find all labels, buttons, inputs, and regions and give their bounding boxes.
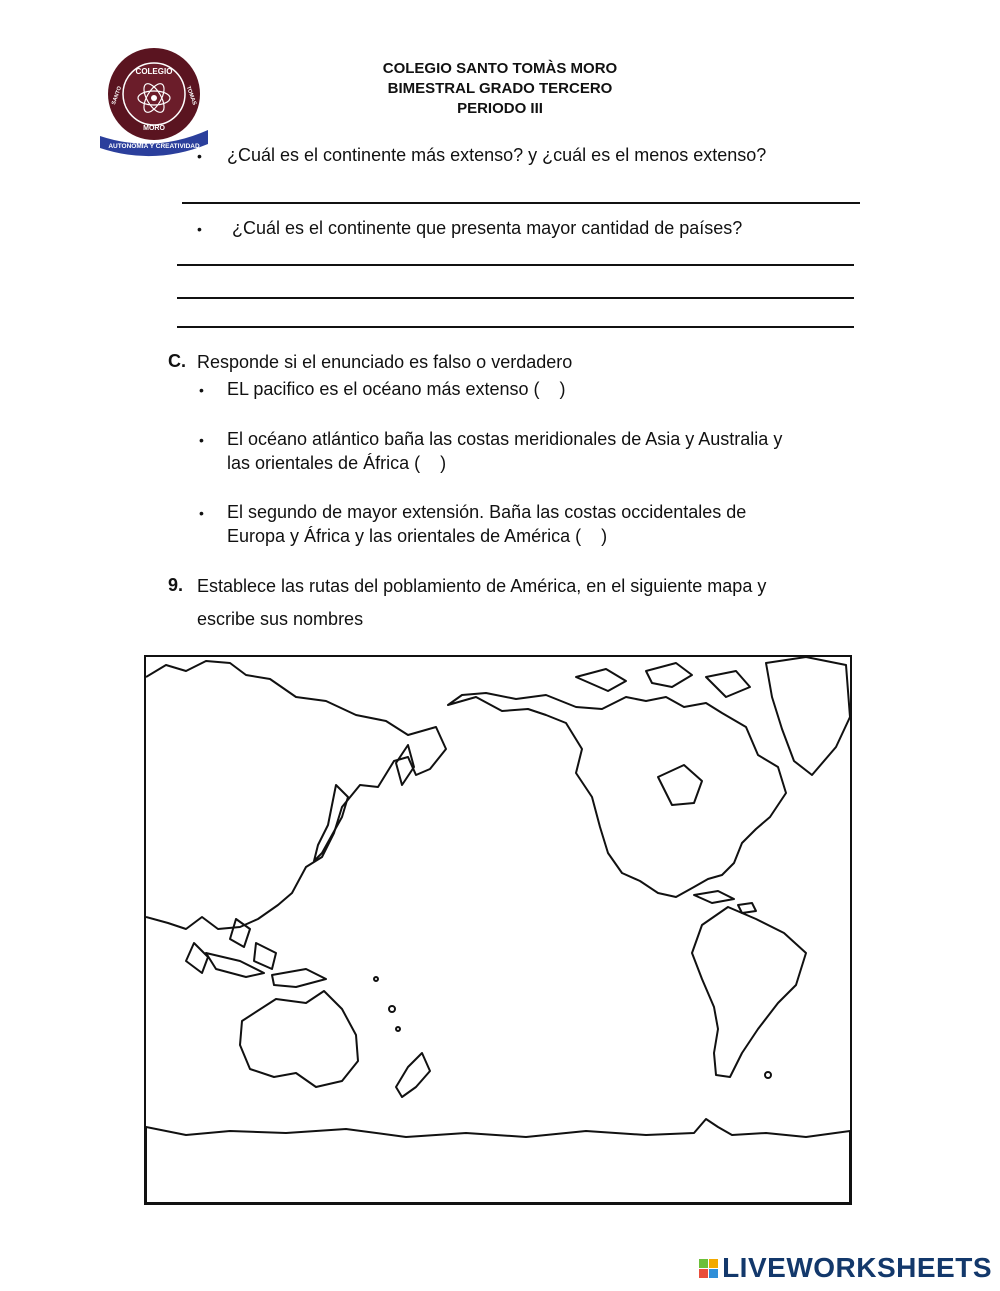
statement-atlantic-line1: El océano atlántico baña las costas meridionales de Asia y Australia y: [227, 429, 783, 449]
answer-line[interactable]: [177, 297, 854, 299]
statement-pacific: EL pacifico es el océano más extenso ( ): [227, 379, 566, 399]
statement-atlantic-line2: las orientales de África ( ): [227, 453, 447, 473]
bullet: •: [199, 382, 204, 398]
watermark-text: LIVEWORKSHEETS: [722, 1252, 992, 1283]
liveworksheets-watermark: [699, 1252, 992, 1284]
statement-second-ocean-line2: Europa y África y las orientales de América ( ): [227, 526, 608, 546]
logo-top-text: COLEGIO: [135, 67, 173, 76]
bullet: •: [199, 505, 204, 521]
world-map[interactable]: [144, 655, 852, 1205]
bullet: •: [197, 148, 202, 164]
section-9-line2: escribe sus nombres: [197, 609, 364, 629]
logo-bottom-text: MORO: [143, 125, 165, 132]
bullet: •: [199, 432, 204, 448]
header-period: PERIODO III: [457, 100, 543, 117]
section-c-label: C.: [168, 351, 186, 371]
liveworksheets-logo-icon: [699, 1259, 718, 1278]
question-largest-continent: ¿Cuál es el continente más extenso? y ¿cuál es el menos extenso?: [227, 145, 767, 165]
header-exam-title: BIMESTRAL GRADO TERCERO: [387, 80, 613, 97]
bullet: •: [197, 221, 202, 237]
logo-ribbon-text: AUTONOMÍA Y CREATIVIDAD: [108, 143, 200, 150]
answer-line[interactable]: [182, 202, 860, 204]
section-9-line1: Establece las rutas del poblamiento de América, en el siguiente mapa y: [197, 576, 767, 596]
question-most-countries: ¿Cuál es el continente que presenta mayor cantidad de países?: [227, 218, 743, 238]
logo-left-text: SANTO: [110, 85, 124, 106]
logo-right-text: TOMAS: [184, 85, 198, 106]
world-map-outline-icon: [146, 657, 850, 1203]
header-school-name: COLEGIO SANTO TOMÀS MORO: [382, 60, 618, 77]
statement-second-ocean-line1: El segundo de mayor extensión. Baña las costas occidentales de: [227, 502, 747, 522]
answer-line[interactable]: [177, 264, 854, 266]
section-9-label: 9.: [168, 575, 184, 595]
section-c-title: Responde si el enunciado es falso o verdadero: [197, 352, 573, 372]
answer-line[interactable]: [177, 326, 854, 328]
